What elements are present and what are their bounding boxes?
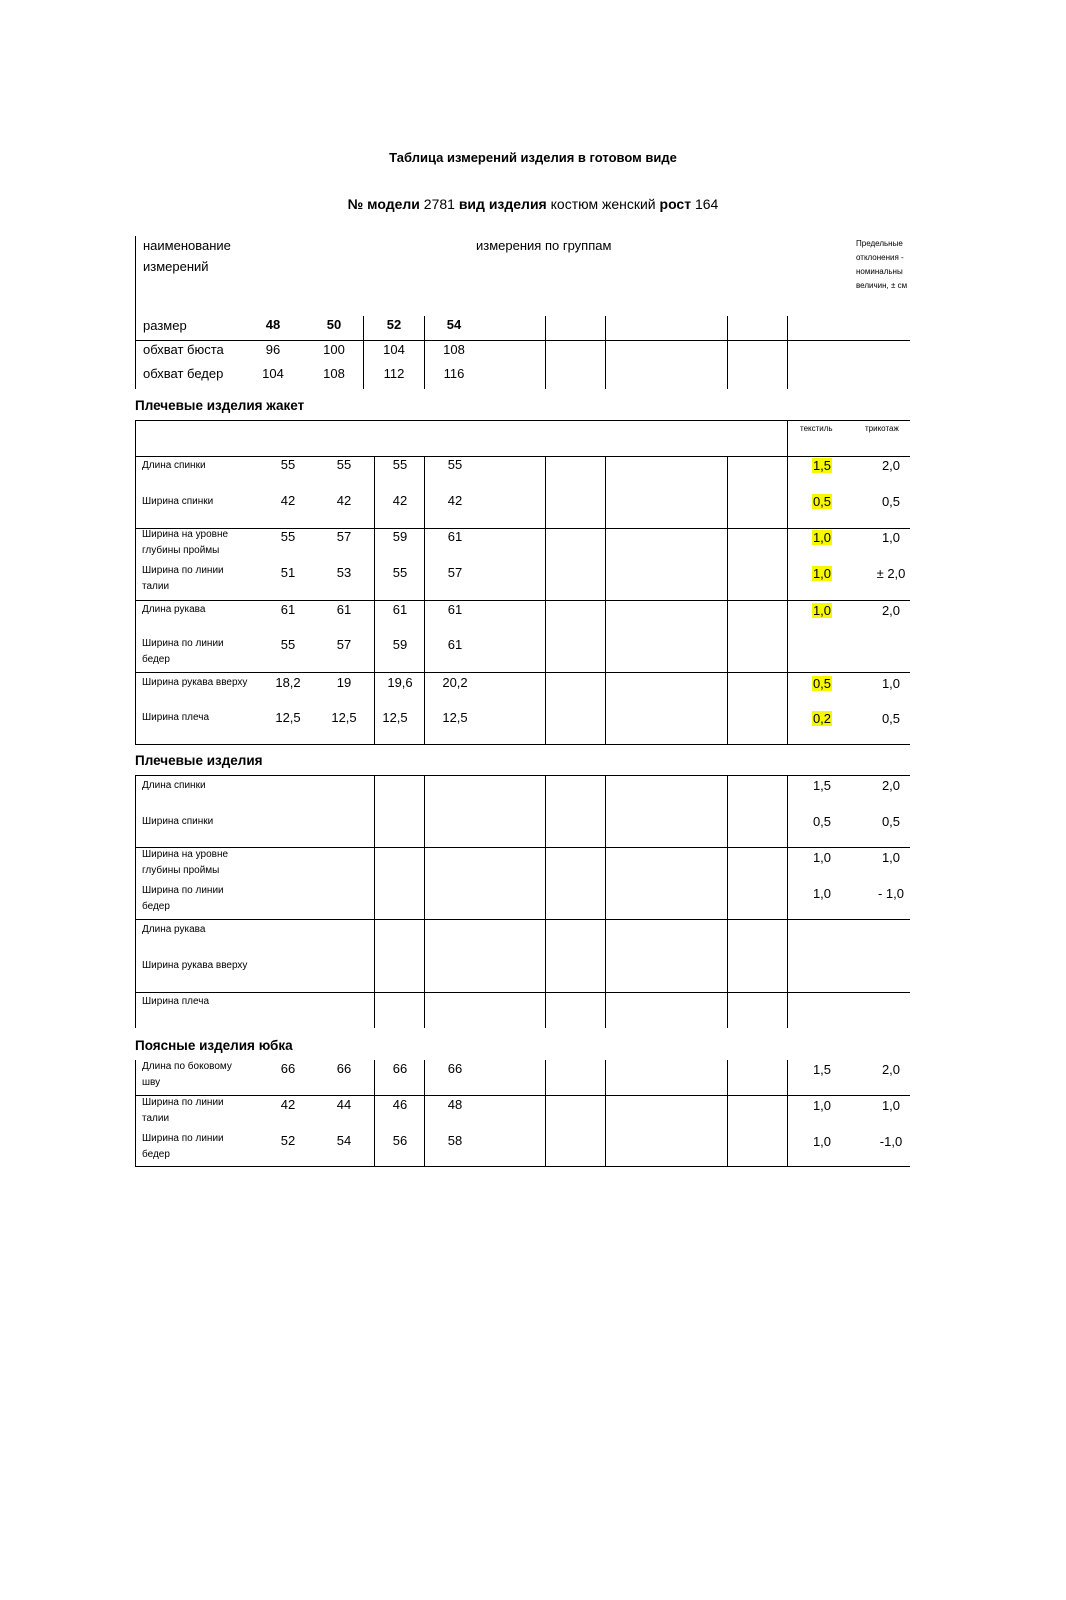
measure-name: Ширина по линии: [142, 1097, 224, 1108]
name-header-line1: наименование: [143, 238, 231, 253]
grid-line: [605, 316, 606, 389]
tolerance-textile: 1,0: [812, 1098, 832, 1113]
tolerance-knit: 2,0: [881, 603, 901, 618]
grid-line: [727, 775, 728, 1028]
col-knit: трикотаж: [865, 424, 899, 433]
measure-value: 51: [280, 565, 296, 580]
height-label: рост: [659, 196, 692, 212]
measure-value: 55: [280, 637, 296, 652]
section-title-shoulder: Плечевые изделия: [135, 753, 263, 768]
measure-value: 19: [336, 675, 352, 690]
measure-name: Ширина спинки: [142, 496, 214, 507]
tolerance-textile: 0,5: [812, 814, 832, 829]
measure-name-cont: бедер: [142, 901, 170, 912]
measure-name: Длина по боковому: [142, 1061, 232, 1072]
measure-name: Ширина рукава вверху: [142, 960, 248, 971]
measure-name-cont: талии: [142, 581, 170, 592]
tolerance-textile: 1,0: [812, 1134, 832, 1149]
grid-line: [787, 1060, 788, 1167]
measure-name: Ширина по линии: [142, 1133, 224, 1144]
section-title-skirt: Поясные изделия юбка: [135, 1038, 293, 1053]
measure-name: Ширина на уровне: [142, 529, 229, 540]
tolerance-textile: 1,5: [812, 1062, 832, 1077]
measure-name: Ширина спинки: [142, 816, 214, 827]
hips-value: 108: [323, 366, 345, 381]
size-value: 50: [326, 317, 342, 332]
grid-line: [363, 316, 364, 389]
grid-line: [135, 992, 910, 993]
grid-line: [424, 775, 425, 1028]
tolerance-textile: [797, 458, 847, 473]
measure-value: 61: [447, 602, 463, 617]
groups-header: измерения по группам: [476, 238, 612, 253]
measure-name: Длина спинки: [142, 460, 206, 471]
tolerance-knit: 2,0: [881, 1062, 901, 1077]
measure-name-cont: бедер: [142, 1149, 170, 1160]
tolerance-textile: [797, 530, 847, 545]
measure-value: 12,5: [442, 710, 468, 725]
measure-value: 66: [392, 1061, 408, 1076]
measure-name-cont: талии: [142, 1113, 170, 1124]
tolerance-knit: 2,0: [881, 458, 901, 473]
measure-value: 61: [280, 602, 296, 617]
grid-line: [374, 1060, 375, 1167]
measure-name: Длина спинки: [142, 780, 206, 791]
measure-value: 19,6: [387, 675, 413, 690]
measure-value: 46: [392, 1097, 408, 1112]
grid-line: [135, 672, 910, 673]
grid-line: [787, 775, 788, 1028]
measure-value: 61: [336, 602, 352, 617]
measure-value: 55: [392, 457, 408, 472]
tolerance-knit: 2,0: [881, 778, 901, 793]
grid-line: [135, 1095, 910, 1096]
tolerance-textile: [797, 603, 847, 618]
measure-value: 61: [447, 637, 463, 652]
measure-value: 61: [447, 529, 463, 544]
tolerance-textile: [797, 711, 847, 726]
bust-value: 96: [265, 342, 281, 357]
grid-line: [545, 1060, 546, 1167]
tolerance-textile: [797, 566, 847, 581]
tolerance-header-1: Предельные: [856, 239, 903, 248]
document-title: Таблица измерений изделия в готовом виде: [389, 150, 677, 165]
tolerance-header-2: отклонения -: [856, 253, 904, 262]
measure-value: 55: [280, 457, 296, 472]
size-label: размер: [143, 318, 187, 333]
measure-name: Ширина на уровне: [142, 849, 229, 860]
grid-line: [135, 420, 910, 421]
bust-value: 104: [383, 342, 405, 357]
measure-value: 58: [447, 1133, 463, 1148]
measure-value: 66: [447, 1061, 463, 1076]
grid-line: [135, 528, 910, 529]
bust-value: 100: [323, 342, 345, 357]
measure-name: Ширина плеча: [142, 712, 210, 723]
grid-line: [727, 316, 728, 389]
grid-line: [135, 420, 136, 745]
tolerance-textile: [797, 676, 847, 691]
bust-label: обхват бюста: [143, 342, 224, 357]
measure-value: 18,2: [275, 675, 301, 690]
grid-line: [135, 236, 136, 389]
grid-line: [727, 1060, 728, 1167]
measure-name-cont: глубины проймы: [142, 545, 220, 556]
measure-name: Длина рукава: [142, 604, 206, 615]
grid-line: [424, 316, 425, 389]
tolerance-textile: 1,0: [812, 886, 832, 901]
highlight: 1,0: [812, 530, 832, 545]
measure-name: Ширина по линии: [142, 885, 224, 896]
measure-value: 12,5: [275, 710, 301, 725]
measure-name-cont: шву: [142, 1077, 161, 1088]
grid-line: [135, 1060, 136, 1167]
measure-value: 56: [392, 1133, 408, 1148]
measure-value: 66: [336, 1061, 352, 1076]
section-title-jacket: Плечевые изделия жакет: [135, 398, 305, 413]
tolerance-knit: ± 2,0: [876, 566, 906, 581]
grid-line: [545, 316, 546, 389]
height-value: 164: [694, 196, 719, 212]
grid-line: [135, 744, 910, 745]
measure-value: 54: [336, 1133, 352, 1148]
grid-line: [135, 340, 910, 341]
highlight: 1,0: [812, 566, 832, 581]
grid-line: [135, 847, 910, 848]
grid-line: [787, 420, 788, 745]
grid-line: [135, 1166, 910, 1167]
grid-line: [135, 775, 910, 776]
grid-line: [605, 1060, 606, 1167]
measure-value: 55: [280, 529, 296, 544]
measure-value: 20,2: [442, 675, 468, 690]
measure-name: Ширина по линии: [142, 565, 224, 576]
measure-value: 52: [280, 1133, 296, 1148]
measure-value: 42: [392, 493, 408, 508]
highlight: 1,5: [812, 458, 832, 473]
tolerance-knit: 1,0: [881, 676, 901, 691]
grid-line: [135, 456, 910, 457]
measure-value: 12,5: [382, 710, 408, 725]
model-line: [0, 196, 1066, 212]
measure-name: Ширина рукава вверху: [142, 677, 248, 688]
grid-line: [135, 600, 910, 601]
tolerance-textile: 1,0: [812, 850, 832, 865]
tolerance-header-3: номинальны: [856, 267, 903, 276]
measure-value: 53: [336, 565, 352, 580]
tolerance-textile: 1,5: [812, 778, 832, 793]
col-textile: текстиль: [800, 424, 833, 433]
measure-value: 57: [336, 529, 352, 544]
tolerance-textile: [797, 494, 847, 509]
measure-value: 66: [280, 1061, 296, 1076]
measure-name-cont: глубины проймы: [142, 865, 220, 876]
measure-value: 48: [447, 1097, 463, 1112]
type-label: вид изделия: [458, 196, 547, 212]
hips-value: 104: [262, 366, 284, 381]
tolerance-knit: 0,5: [881, 814, 901, 829]
size-value: 48: [265, 317, 281, 332]
measure-value: 55: [336, 457, 352, 472]
hips-value: 116: [443, 366, 465, 381]
measure-value: 59: [392, 637, 408, 652]
tolerance-knit: 0,5: [881, 494, 901, 509]
measure-value: 57: [447, 565, 463, 580]
tolerance-knit: 1,0: [881, 850, 901, 865]
measure-name: Ширина плеча: [142, 996, 210, 1007]
measure-value: 42: [336, 493, 352, 508]
size-value: 54: [446, 317, 462, 332]
name-header-line2: измерений: [143, 259, 209, 274]
grid-line: [545, 775, 546, 1028]
grid-line: [787, 316, 788, 389]
tolerance-knit: 1,0: [881, 530, 901, 545]
hips-value: 112: [383, 366, 405, 381]
grid-line: [424, 1060, 425, 1167]
tolerance-knit: 0,5: [881, 711, 901, 726]
grid-line: [605, 775, 606, 1028]
grid-line: [374, 775, 375, 1028]
measure-value: 61: [392, 602, 408, 617]
model-number: 2781: [423, 196, 455, 212]
type-value: костюм женский: [550, 196, 656, 212]
size-value: 52: [386, 317, 402, 332]
measure-value: 44: [336, 1097, 352, 1112]
hips-label: обхват бедер: [143, 366, 224, 381]
tolerance-knit: 1,0: [881, 1098, 901, 1113]
measure-name: Длина рукава: [142, 924, 206, 935]
measure-value: 59: [392, 529, 408, 544]
model-label: № модели: [347, 196, 420, 212]
measure-name-cont: бедер: [142, 654, 170, 665]
highlight: 1,0: [812, 603, 832, 618]
measure-name: Ширина по линии: [142, 638, 224, 649]
measure-value: 12,5: [331, 710, 357, 725]
highlight: 0,2: [812, 711, 832, 726]
grid-line: [135, 919, 910, 920]
measure-value: 57: [336, 637, 352, 652]
tolerance-knit: -1,0: [879, 1134, 903, 1149]
grid-line: [135, 775, 136, 1028]
highlight: 0,5: [812, 676, 832, 691]
tolerance-header-4: величин, ± см: [856, 281, 908, 290]
tolerance-knit: - 1,0: [877, 886, 904, 901]
measure-value: 42: [447, 493, 463, 508]
highlight: 0,5: [812, 494, 832, 509]
measure-value: 55: [392, 565, 408, 580]
bust-value: 108: [443, 342, 465, 357]
measure-value: 42: [280, 1097, 296, 1112]
measure-value: 42: [280, 493, 296, 508]
measure-value: 55: [447, 457, 463, 472]
